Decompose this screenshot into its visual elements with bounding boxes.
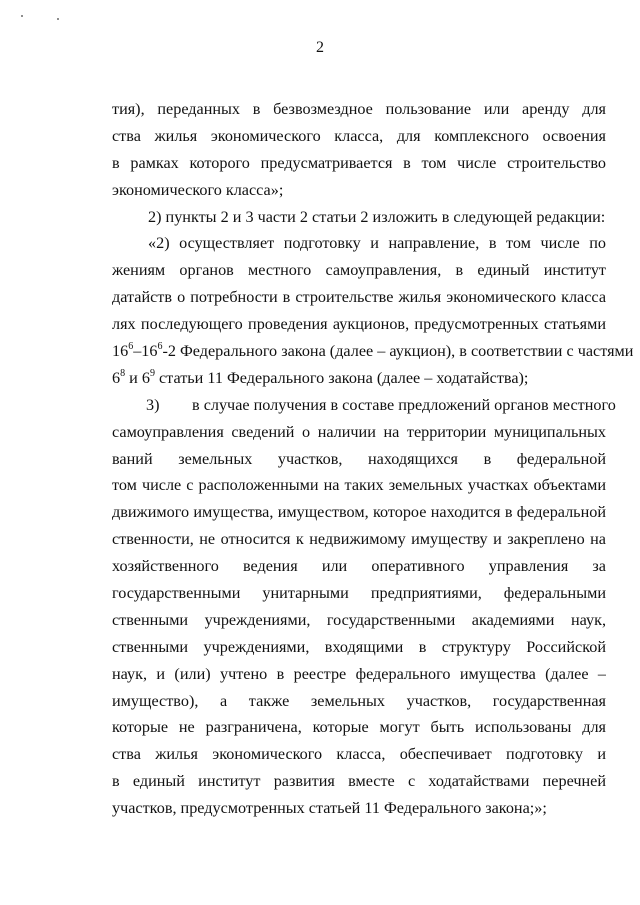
text-line-11 <box>112 365 606 392</box>
text-line-12 <box>112 392 616 419</box>
part-ref-sup-1: 8 <box>120 367 126 379</box>
part-ref-base: 6 <box>112 368 121 387</box>
article-ref-base: 16 <box>112 342 129 361</box>
text-line-17: ственности, не относится к недвижимому имуществу и закреплено на <box>112 530 606 549</box>
page-number: 2 <box>316 39 324 56</box>
text-line-7: жениям органов местного самоуправления, в единый институт <box>112 261 606 280</box>
text-line-18: хозяйственного ведения или оперативного управления за <box>112 557 606 576</box>
text-line-6: «2) осуществляет подготовку и направление, в том числе по <box>148 234 606 253</box>
text-line-25: ства жилья экономического класса, обеспечивает подготовку и <box>112 745 606 764</box>
text-line-23: имущество), а также земельных участков, государственная <box>112 691 606 710</box>
part-ref-sup-2: 9 <box>149 367 155 379</box>
text-line-13: самоуправления сведений о наличии на территории муниципальных <box>112 422 606 441</box>
item-text: в случае получения в составе предложений органов местного <box>192 395 616 414</box>
text-line-27: участков, предусмотренных статьей 11 Федерального закона;»; <box>112 799 547 818</box>
text-line-15: том числе с расположенными на таких земельных участках объектами <box>112 476 606 495</box>
article-ref-rest: -2 Федерального закона (далее – аукцион), в соответствии с частями <box>162 342 634 361</box>
text-line-1: тия), переданных в безвозмездное пользование или аренду для <box>112 100 606 118</box>
text-line-16: движимого имущества, имуществом, которое находится в федеральной <box>112 503 606 522</box>
text-line-5: 2) пункты 2 и 3 части 2 статьи 2 изложить в следующей редакции: <box>148 207 606 226</box>
text-line-4: экономического класса»; <box>112 180 284 199</box>
text-line-3: в рамках которого предусматривается в том числе строительство <box>112 153 606 172</box>
text-line-2: ства жилья экономического класса, для комплексного освоения <box>112 126 606 145</box>
document-body <box>112 96 634 822</box>
text-line-21: ственными учреждениями, входящими в структуру Российской <box>112 637 606 656</box>
text-line-20: ственными учреждениями, государственными академиями наук, <box>112 610 606 629</box>
part-ref-and: и 6 <box>125 368 150 387</box>
article-ref-sup-1: 6 <box>128 340 134 352</box>
text-line-10 <box>112 338 634 365</box>
text-line-14: ваний земельных участков, находящихся в федеральной <box>112 449 606 468</box>
article-ref-sup-2: 6 <box>157 340 163 352</box>
text-line-22: наук, и (или) учтено в реестре федерального имущества (далее – <box>112 664 606 683</box>
text-line-19: государственными унитарными предприятиями, федеральными <box>112 584 606 603</box>
text-line-8: датайств о потребности в строительстве жилья экономического класса <box>112 288 606 307</box>
scan-speck-1 <box>21 15 23 17</box>
text-line-9: лях последующего проведения аукционов, предусмотренных статьями <box>112 315 606 334</box>
scan-speck-2 <box>57 18 59 20</box>
text-line-24: которые не разграничена, которые могут быть использованы для <box>112 718 606 737</box>
text-line-26: в единый институт развития вместе с ходатайствами перечней <box>112 772 606 791</box>
article-ref-range: –16 <box>133 342 158 361</box>
item-number: 3) <box>146 395 160 414</box>
part-ref-rest: статьи 11 Федерального закона (далее – ходатайства); <box>154 368 529 387</box>
